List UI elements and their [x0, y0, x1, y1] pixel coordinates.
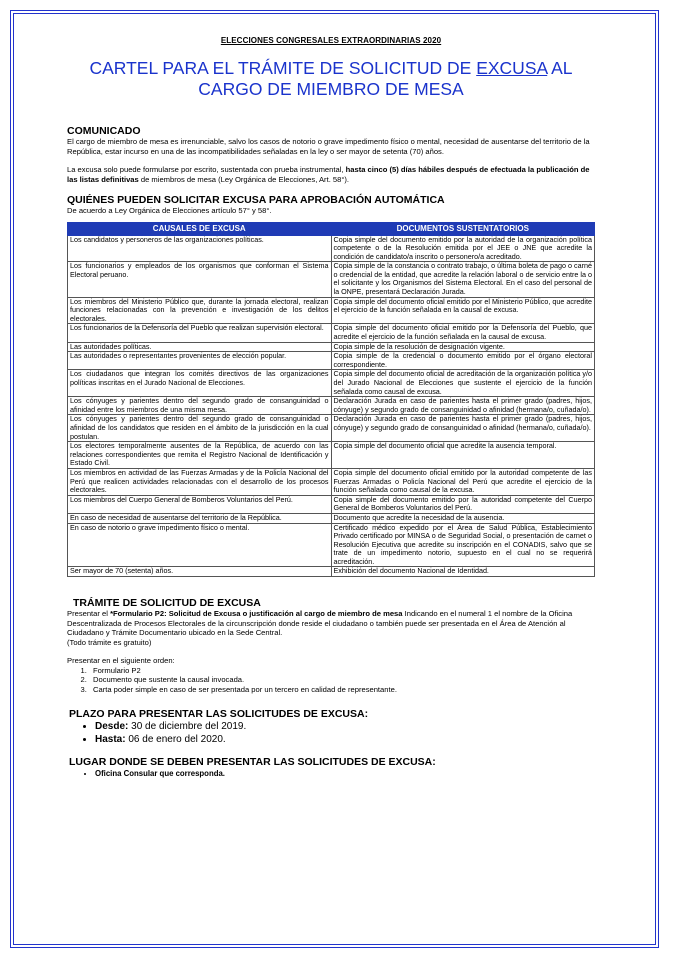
documento-cell: Copia simple del documento emitido por la autoridad competente del Cuerpo General de Bomberos Voluntarios del Perú.	[331, 495, 595, 513]
table-row	[68, 468, 595, 495]
table-row	[68, 567, 595, 577]
title-part1: CARTEL PARA EL TRÁMITE DE SOLICITUD DE	[89, 58, 477, 78]
table-row	[68, 370, 595, 397]
documento-cell: Copia simple de la resolución de designación vigente.	[331, 342, 595, 352]
title-part2: AL CARGO DE MIEMBRO DE MESA	[198, 58, 573, 99]
documento-cell: Copia simple de la constancia o contrato trabajo, o última boleta de pago o carné o credencial de la entidad, que acredite la relación laboral o de servicio entre la o el solicitante y los Organismos del Sistema Electoral. En el caso del personal de la ONPE, presentará Declaración Jurada.	[331, 262, 595, 297]
list-item: 3. Carta poder simple en caso de ser presentada por un tercero en calidad de representante.	[89, 685, 595, 695]
table-header-row	[68, 222, 595, 235]
documento-cell: Certificado médico expedido por el Área de Salud Pública, Establecimiento Privado certificado por MINSA o de Seguridad Social, o presentación de carnet o Resolución Ejecutiva que acredite su inscripción en el CONADIS, salvo que se trate de un impedimento notorio, supuesto en el cual no se requerirá acreditación.	[331, 523, 595, 567]
quienes-subtitle: De acuerdo a Ley Orgánica de Elecciones artículo 57° y 58°.	[67, 206, 272, 215]
tramite-gratuito: (Todo trámite es gratuito)	[67, 637, 152, 647]
plazo-hasta-label: Hasta:	[95, 733, 126, 745]
tramite-orden-intro: Presentar en el siguiente orden:	[67, 656, 175, 666]
table-row	[68, 513, 595, 523]
comunicado-heading: COMUNICADO	[67, 125, 141, 137]
causal-cell: Los cónyuges y parientes dentro del segundo grado de consanguinidad o afinidad entre los miembros de una misma mesa.	[68, 397, 332, 415]
causal-cell: Los candidatos y personeros de las organizaciones políticas.	[68, 235, 332, 262]
causal-cell: Las autoridades o representantes provenientes de elección popular.	[68, 352, 332, 370]
table-row	[68, 324, 595, 342]
plazo-list	[69, 721, 595, 746]
causal-cell: En caso de necesidad de ausentarse del territorio de la República.	[68, 513, 332, 523]
comunicado-section	[67, 125, 595, 184]
tramite-heading: TRÁMITE DE SOLICITUD DE EXCUSA	[73, 597, 261, 610]
documento-cell: Copia simple del documento oficial emitido por la Defensoría del Pueblo, que acredite el ejercicio de la función señalada en la causal de excusa.	[331, 324, 595, 342]
table-row	[68, 415, 595, 442]
causal-cell: Los miembros en actividad de las Fuerzas Armadas y de la Policía Nacional del Perú que realicen actividades relacionadas con el desarrollo de los procesos electorales.	[68, 468, 332, 495]
documento-cell: Copia simple del documento oficial emitido por el Ministerio Público, que acredite el ejercicio de la función señalada en la causal de excusa.	[331, 297, 595, 324]
causal-cell: Los ciudadanos que integran los comités directivos de las organizaciones políticas inscritas en el Jurado Nacional de Elecciones.	[68, 370, 332, 397]
plazo-hasta-value: 06 de enero del 2020.	[125, 733, 226, 745]
causales-table	[67, 222, 595, 578]
comunicado-p2-start: La excusa solo puede formularse por escrito, sustentada con prueba instrumental,	[67, 165, 346, 174]
plazo-desde-label: Desde:	[95, 721, 129, 733]
documento-cell: Copia simple del documento oficial emitido por la autoridad competente de las Fuerzas Armadas o Policía Nacional del Perú que acredite el ejercicio de la función señalada como causal de la excusa.	[331, 468, 595, 495]
causal-cell: Ser mayor de 70 (setenta) años.	[68, 567, 332, 577]
list-item: 2. Documento que sustente la causal invocada.	[89, 675, 595, 685]
comunicado-paragraph-1: El cargo de miembro de mesa es irrenunciable, salvo los casos de notorio o grave impedimento físico o mental, necesidad de ausentarse del territorio de la República, estar incurso en una de las incompatibilidades señaladas en la ley o ser mayor de setenta (70) años.	[67, 137, 590, 156]
causal-cell: Los funcionarios de la Defensoría del Pueblo que realizan supervisión electoral.	[68, 324, 332, 342]
causal-cell: Los electores temporalmente ausentes de la República, de acuerdo con las relaciones correspondientes que remita el Registro Nacional de Identificación y Estado Civil.	[68, 442, 332, 469]
list-item	[95, 721, 595, 734]
tramite-p-bold: *Formulario P2: Solicitud de Excusa o justificación al cargo de miembro de mesa	[110, 609, 403, 619]
title-underlined: EXCUSA	[476, 58, 548, 78]
tramite-p-start: Presentar el	[67, 609, 111, 619]
documento-cell: Copia simple de la credencial o documento emitido por el órgano electoral correspondiente.	[331, 352, 595, 370]
lugar-list	[69, 769, 595, 779]
elections-header: ELECCIONES CONGRESALES EXTRAORDINARIAS 2020	[220, 36, 442, 45]
tramite-paragraph	[67, 609, 595, 638]
lugar-section	[69, 756, 595, 779]
table-row	[68, 352, 595, 370]
causal-cell: Los miembros del Cuerpo General de Bomberos Voluntarios del Perú.	[68, 495, 332, 513]
documento-cell: Documento que acredite la necesidad de la ausencia.	[331, 513, 595, 523]
document-content	[67, 30, 595, 779]
table-row	[68, 523, 595, 567]
documento-cell: Declaración Jurada en caso de parientes hasta el primer grado (padres, hijos, cónyuge) y segundo grado de consanguinidad o afinidad (hermana/o, cuñada/o).	[331, 397, 595, 415]
table-row	[68, 297, 595, 324]
table-row	[68, 235, 595, 262]
quienes-heading: QUIÉNES PUEDEN SOLICITAR EXCUSA PARA APROBACIÓN AUTOMÁTICA	[67, 194, 445, 206]
list-item: 1. Formulario P2	[89, 666, 595, 676]
list-item: • Oficina Consular que corresponda.	[95, 769, 595, 779]
documento-cell: Copia simple del documento oficial de acreditación de la organización política y/o del Jurado Nacional de Elecciones que sustente el ejercicio de la función señalada como causal de excusa.	[331, 370, 595, 397]
causal-cell: Las autoridades políticas.	[68, 342, 332, 352]
plazo-section	[69, 708, 595, 746]
causal-cell: Los cónyuges y parientes dentro del segundo grado de consanguinidad o afinidad de los candidatos que residen en el ámbito de la jurisdicción en la cual postulan.	[68, 415, 332, 442]
table-body	[68, 235, 595, 577]
plazo-desde-value: 30 de diciembre del 2019.	[128, 721, 247, 733]
documento-cell: Exhibición del documento Nacional de Identidad.	[331, 567, 595, 577]
documento-cell: Copia simple del documento emitido por la autoridad de la organización política competente o de la Resolución emitida por el JEE o JNE que acredite la condición de candidato/a inscrito o personero/a acreditado.	[331, 235, 595, 262]
tramite-p-end: Indicando en el numeral 1 el nombre de la Oficina Descentralizada de Procesos Electorales de la circunscripción donde reside el ciudadano o también puede ser presentada en el Área de Atención al Ciudadano y Trámite Documentario ubicado en la Sede Central.	[67, 609, 573, 638]
header-causales: CAUSALES DE EXCUSA	[68, 222, 332, 235]
quienes-section	[67, 194, 595, 216]
documento-cell: Copia simple del documento oficial que acredite la ausencia temporal.	[331, 442, 595, 469]
table-row	[68, 262, 595, 297]
tramite-orden-list	[67, 666, 595, 695]
lugar-heading: LUGAR DONDE SE DEBEN PRESENTAR LAS SOLICITUDES DE EXCUSA:	[69, 756, 436, 769]
header-documentos: DOCUMENTOS SUSTENTATORIOS	[331, 222, 595, 235]
comunicado-paragraph-2	[67, 165, 595, 184]
causal-cell: Los miembros del Ministerio Público que, durante la jornada electoral, realizan funciones relacionadas con la prevención e investigación de los delitos electorales.	[68, 297, 332, 324]
plazo-heading: PLAZO PARA PRESENTAR LAS SOLICITUDES DE EXCUSA:	[69, 708, 369, 721]
causal-cell: Los funcionarios y empleados de los organismos que conforman el Sistema Electoral peruano.	[68, 262, 332, 297]
table-row	[68, 442, 595, 469]
comunicado-p2-end: de miembros de mesa (Ley Orgánica de Elecciones, Art. 58°).	[138, 174, 350, 184]
table-row	[68, 495, 595, 513]
documento-cell: Declaración Jurada en caso de parientes hasta el primer grado (padres, hijos, cónyuge) y segundo grado de consanguinidad o afinidad (hermana/o, cuñada/o).	[331, 415, 595, 442]
causal-cell: En caso de notorio o grave impedimento físico o mental.	[68, 523, 332, 567]
page-title	[67, 58, 595, 100]
list-item	[95, 734, 595, 747]
table-row	[68, 397, 595, 415]
comunicado-p2-bold: hasta cinco (5) días hábiles después de efectuada la publicación de las listas definitivas	[67, 165, 590, 184]
tramite-section	[67, 597, 595, 694]
